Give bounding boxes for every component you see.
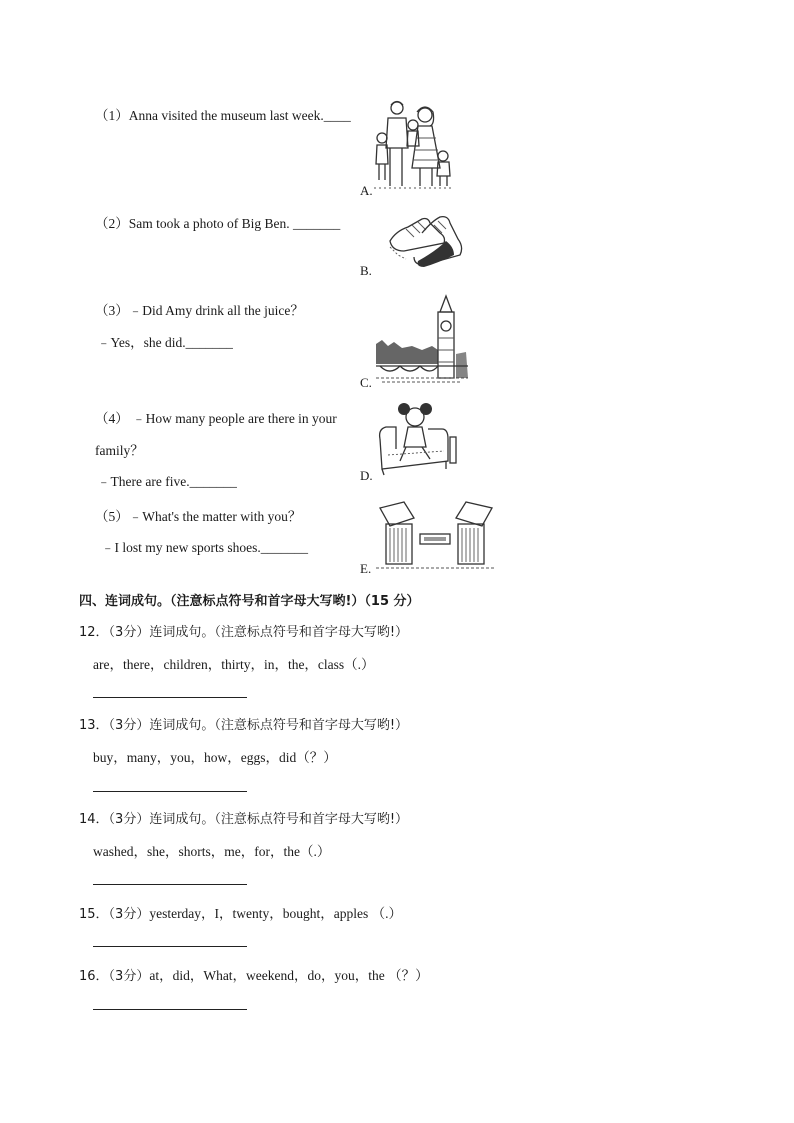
gate-picture bbox=[374, 498, 496, 572]
item-5-question bbox=[95, 505, 301, 525]
answer-blank[interactable]: ____ bbox=[323, 108, 351, 123]
section-heading: 四、连词成句。（注意标点符号和首字母大写哟!）（15 分） bbox=[79, 594, 420, 609]
question-number: 16． bbox=[79, 969, 109, 984]
question-13-words: buy，many，you，how，eggs，did（？） bbox=[93, 750, 337, 765]
answer-blank[interactable]: _______ bbox=[293, 216, 341, 231]
question-13-header bbox=[79, 714, 408, 733]
question-16-header bbox=[79, 964, 429, 984]
question-instruction: 连词成句。（注意标点符号和首字母大写哟!） bbox=[149, 718, 409, 733]
option-d-label: D. bbox=[360, 468, 373, 483]
item-sentence: ﹣Yes，she did. bbox=[97, 335, 186, 350]
item-number: （5） bbox=[95, 509, 129, 524]
question-instruction: 连词成句。（注意标点符号和首字母大写哟!） bbox=[149, 812, 409, 827]
item-sentence: Anna visited the museum last week. bbox=[128, 108, 324, 123]
question-words: at，did，What，weekend，do，you，the （？） bbox=[149, 968, 429, 983]
option-b-label: B. bbox=[360, 263, 372, 278]
item-4-question bbox=[95, 407, 337, 427]
answer-blank[interactable]: _______ bbox=[260, 540, 308, 555]
item-1 bbox=[95, 104, 351, 124]
question-number: 13． bbox=[79, 718, 109, 733]
question-13-answer-line[interactable] bbox=[93, 791, 247, 792]
question-words: yesterday，I，twenty，bought，apples （.） bbox=[149, 906, 403, 921]
option-e-label: E. bbox=[360, 561, 372, 576]
item-sentence: ﹣I lost my new sports shoes. bbox=[101, 540, 261, 555]
item-number: （1） bbox=[95, 108, 129, 123]
question-instruction: 连词成句。（注意标点符号和首字母大写哟!） bbox=[149, 625, 409, 640]
item-3-question bbox=[95, 299, 304, 319]
question-15-answer-line[interactable] bbox=[93, 946, 247, 947]
option-c-label: C. bbox=[360, 375, 372, 390]
family-picture bbox=[372, 98, 456, 192]
question-number: 12． bbox=[79, 625, 109, 640]
item-number: （2） bbox=[95, 216, 129, 231]
item-5-answer bbox=[101, 536, 308, 556]
question-score: （3分） bbox=[108, 625, 150, 640]
option-a-label: A. bbox=[360, 183, 373, 198]
sports-shoes-picture bbox=[384, 211, 466, 273]
question-12-answer-line[interactable] bbox=[93, 697, 247, 698]
question-score: （3分） bbox=[108, 969, 150, 984]
answer-blank[interactable]: _______ bbox=[185, 335, 233, 350]
item-4-question-cont bbox=[95, 439, 144, 459]
girl-on-sofa-picture bbox=[374, 399, 460, 479]
question-15-header bbox=[79, 902, 402, 922]
question-score: （3分） bbox=[108, 907, 150, 922]
item-3-answer bbox=[97, 331, 233, 351]
item-sentence: ﹣How many people are there in your bbox=[128, 411, 337, 426]
item-sentence: Sam took a photo of Big Ben. bbox=[128, 216, 293, 231]
item-sentence: ﹣What's the matter with you？ bbox=[128, 509, 302, 524]
answer-blank[interactable]: _______ bbox=[189, 474, 237, 489]
item-sentence: ﹣Did Amy drink all the juice？ bbox=[128, 303, 304, 318]
question-12-header bbox=[79, 621, 408, 640]
question-14-words: washed，she，shorts，me，for，the（.） bbox=[93, 844, 331, 859]
big-ben-picture bbox=[372, 294, 470, 388]
question-14-header bbox=[79, 808, 408, 827]
item-4-answer bbox=[97, 470, 237, 490]
question-number: 14． bbox=[79, 812, 109, 827]
question-number: 15． bbox=[79, 907, 109, 922]
question-14-answer-line[interactable] bbox=[93, 884, 247, 885]
question-score: （3分） bbox=[108, 812, 150, 827]
item-2 bbox=[95, 212, 340, 232]
item-number: （3） bbox=[95, 303, 129, 318]
question-score: （3分） bbox=[108, 718, 150, 733]
item-sentence: ﹣There are five. bbox=[97, 474, 190, 489]
question-16-answer-line[interactable] bbox=[93, 1009, 247, 1010]
question-12-words: are，there，children，thirty，in，the，class（.） bbox=[93, 657, 375, 672]
item-sentence: family？ bbox=[95, 443, 144, 458]
item-number: （4） bbox=[95, 411, 129, 426]
